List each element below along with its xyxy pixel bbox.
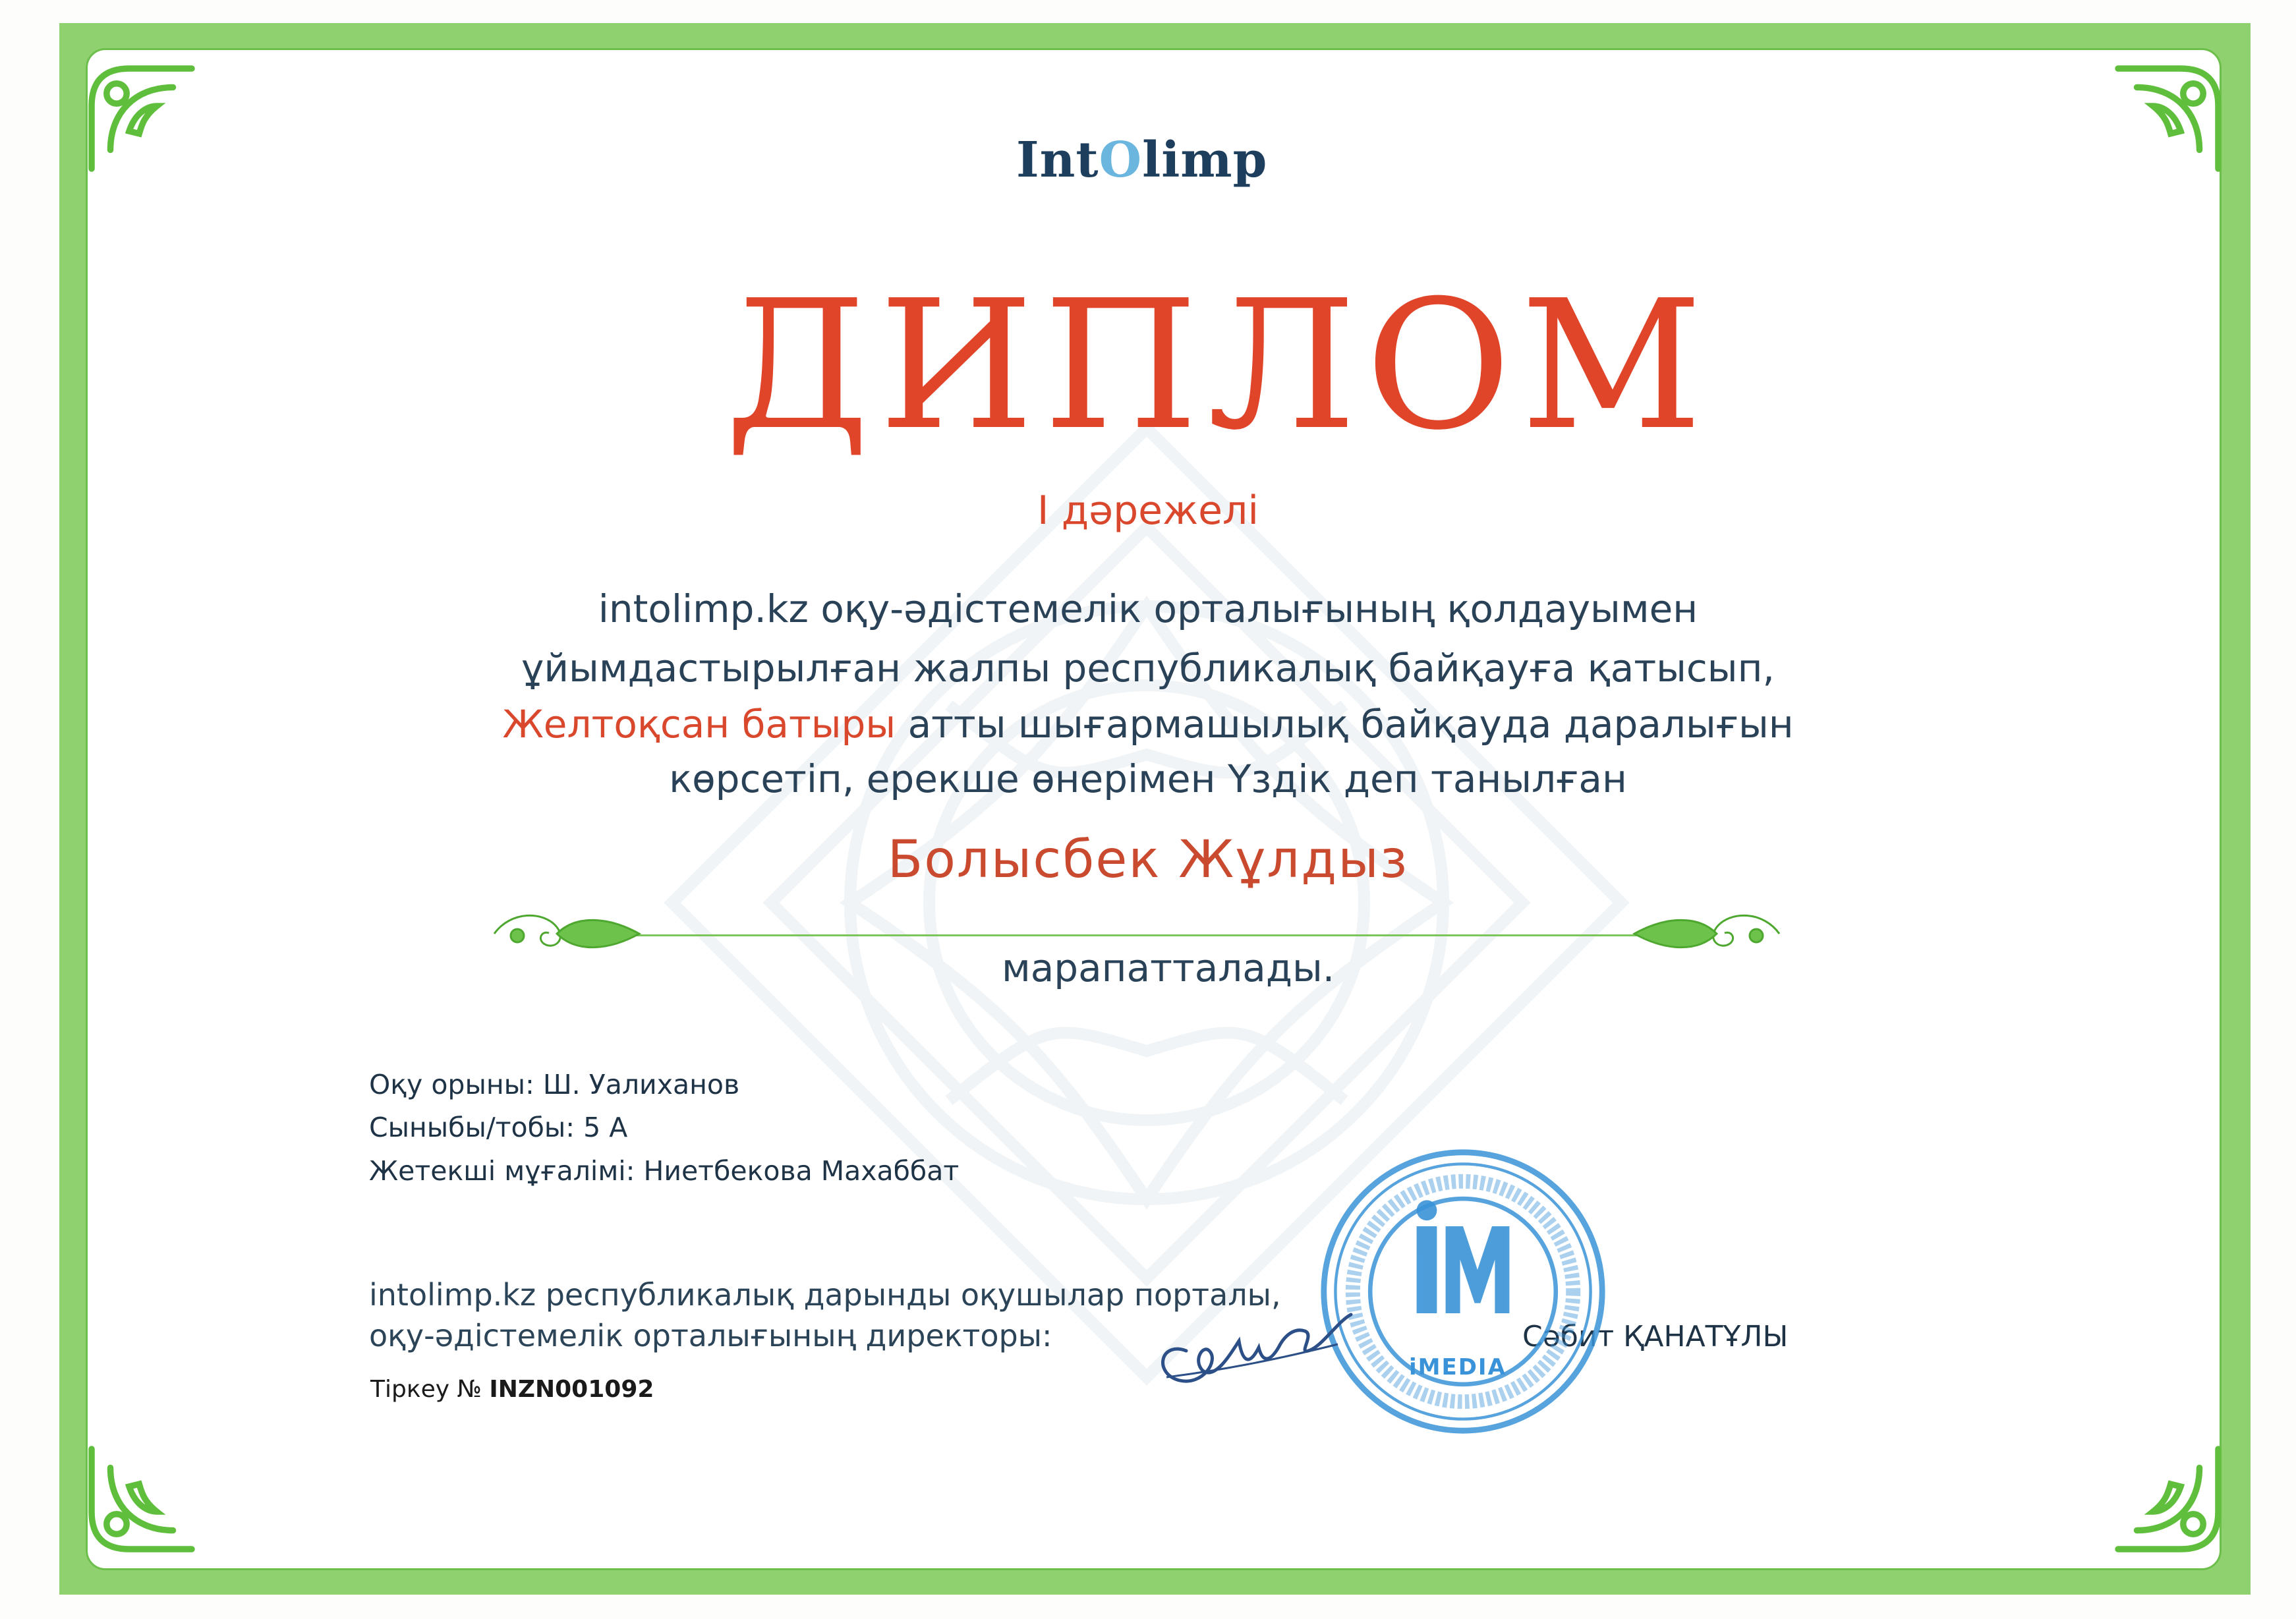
awarded-text: марапатталады. [1002, 946, 1335, 990]
body-line-2: ұйымдастырылған жалпы республикалық байқауға қатысып, [521, 646, 1775, 691]
teacher-info: Жетекші мұғалімі: Ниетбекова Махаббат [369, 1155, 960, 1187]
corner-ornament-bottom-left [79, 1436, 204, 1562]
class-info: Сыныбы/тобы: 5 А [369, 1112, 628, 1143]
director-signature [1140, 1288, 1391, 1394]
diploma-title: ДИПЛОМ [725, 262, 1712, 469]
corner-ornament-top-left [79, 56, 204, 181]
intolimp-logo: IntOlimp [1016, 132, 1268, 188]
body-line-3: Желтоқсан батыры атты шығармашылық байқауда даралығын [502, 702, 1794, 747]
stamp-brand: iMEDIA [1409, 1354, 1507, 1380]
body-line-4: көрсетіп, ерекше өнерімен Үздік деп танылған [669, 756, 1627, 801]
divider-line [613, 934, 1641, 936]
corner-ornament-top-right [2106, 56, 2231, 181]
swirl-ornament-right [1631, 904, 1783, 963]
director-title-line-1: intolimp.kz республикалық дарынды оқушылар порталы, [369, 1277, 1281, 1313]
recipient-name: Болысбек Жұлдыз [887, 830, 1409, 890]
director-title-line-2: оқу-әдістемелік орталығының директоры: [369, 1318, 1052, 1353]
school-info: Оқу орыны: Ш. Уалиханов [369, 1069, 740, 1100]
body-line-1: intolimp.kz оқу-әдістемелік орталығының қолдауымен [598, 586, 1698, 631]
corner-ornament-bottom-right [2106, 1436, 2231, 1562]
degree-label: І дәрежелі [1037, 488, 1259, 534]
swirl-ornament-left [491, 904, 643, 963]
contest-name: Желтоқсан батыры [502, 702, 896, 747]
registration-number: Тіркеу № INZN001092 [370, 1376, 654, 1403]
director-name: Сәбит ҚАНАТҰЛЫ [1522, 1320, 1789, 1353]
